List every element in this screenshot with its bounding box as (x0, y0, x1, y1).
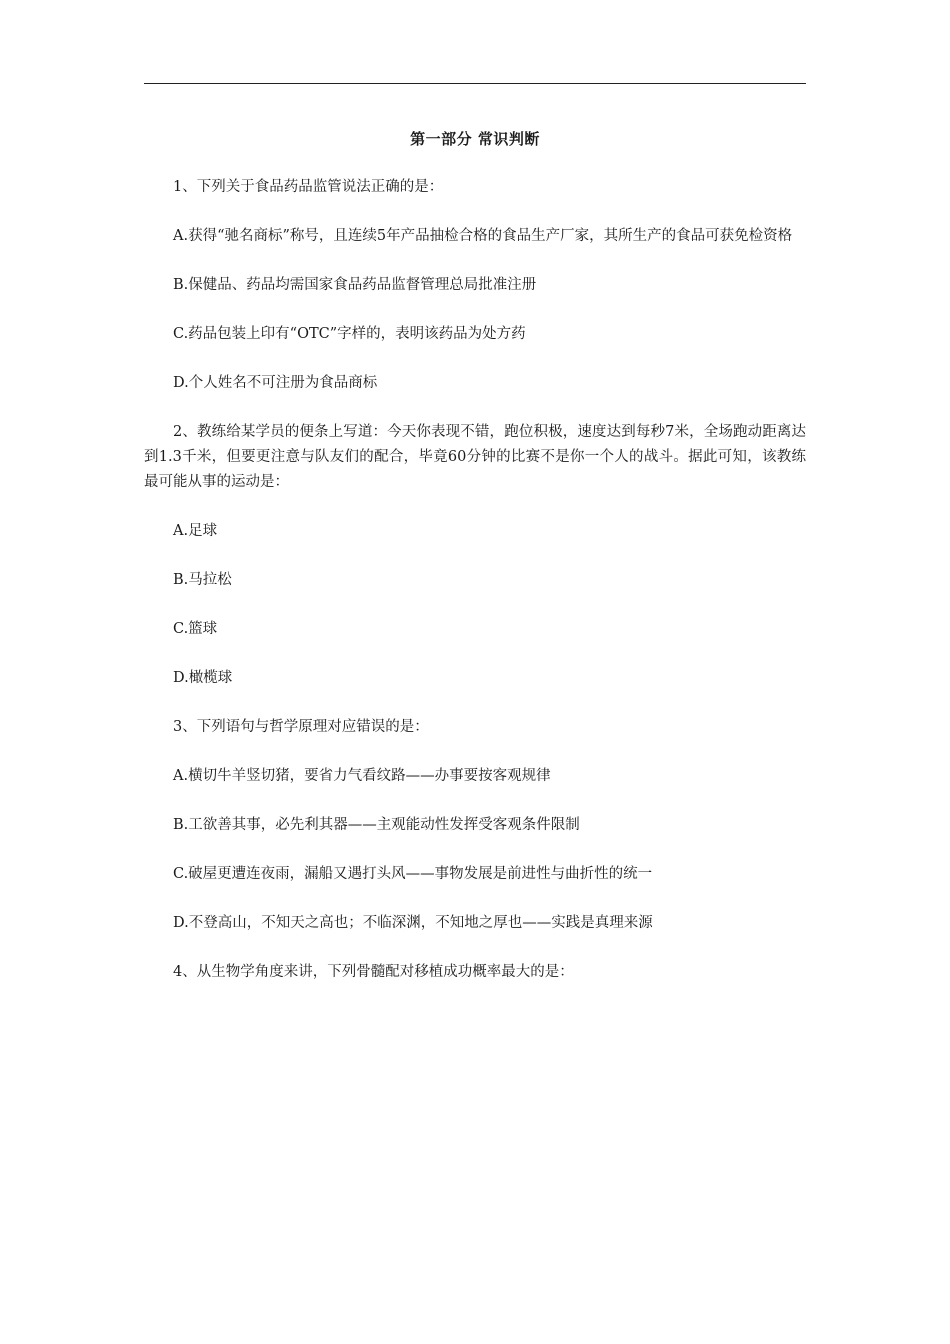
question-4-stem: 4、从生物学角度来讲，下列骨髓配对移植成功概率最大的是： (173, 964, 574, 980)
question-1-option-b: B.保健品、药品均需国家食品药品监督管理总局批准注册 (173, 277, 537, 293)
document-body (144, 175, 806, 1009)
question-3-option-b: B.工欲善其事，必先利其器——主观能动性发挥受客观条件限制 (173, 817, 580, 833)
question-1-option-d: D.个人姓名不可注册为食品商标 (173, 375, 378, 391)
question-2-option-d: D.橄榄球 (173, 670, 233, 686)
header-rule (144, 83, 806, 84)
question-2-option-a: A.足球 (173, 523, 218, 539)
question-1-option-c: C.药品包装上印有“OTC”字样的，表明该药品为处方药 (173, 326, 526, 342)
question-1-option-a: A.获得“驰名商标”称号，且连续5年产品抽检合格的食品生产厂家，其所生产的食品可获免检资格 (173, 228, 793, 244)
question-2-option-b: B.马拉松 (173, 572, 232, 588)
section-title: 第一部分 常识判断 (410, 130, 540, 148)
question-3-option-c: C.破屋更遭连夜雨，漏船又遇打头风——事物发展是前进性与曲折性的统一 (173, 866, 653, 882)
question-3-option-d: D.不登高山，不知天之高也；不临深渊，不知地之厚也——实践是真理来源 (173, 915, 653, 931)
question-2-stem: 2、教练给某学员的便条上写道：今天你表现不错，跑位积极，速度达到每秒7米，全场跑动距离达到1.3千米，但要更注意与队友们的配合，毕竟60分钟的比赛不是你一个人的战斗。据此可知，该教练最可能从事的运动是： (144, 424, 806, 490)
question-3-option-a: A.横切牛羊竖切猪，要省力气看纹路——办事要按客观规律 (173, 768, 551, 784)
question-3-stem: 3、下列语句与哲学原理对应错误的是： (173, 719, 429, 735)
question-1-stem: 1、下列关于食品药品监管说法正确的是： (173, 179, 444, 195)
question-2-option-c: C.篮球 (173, 621, 218, 637)
